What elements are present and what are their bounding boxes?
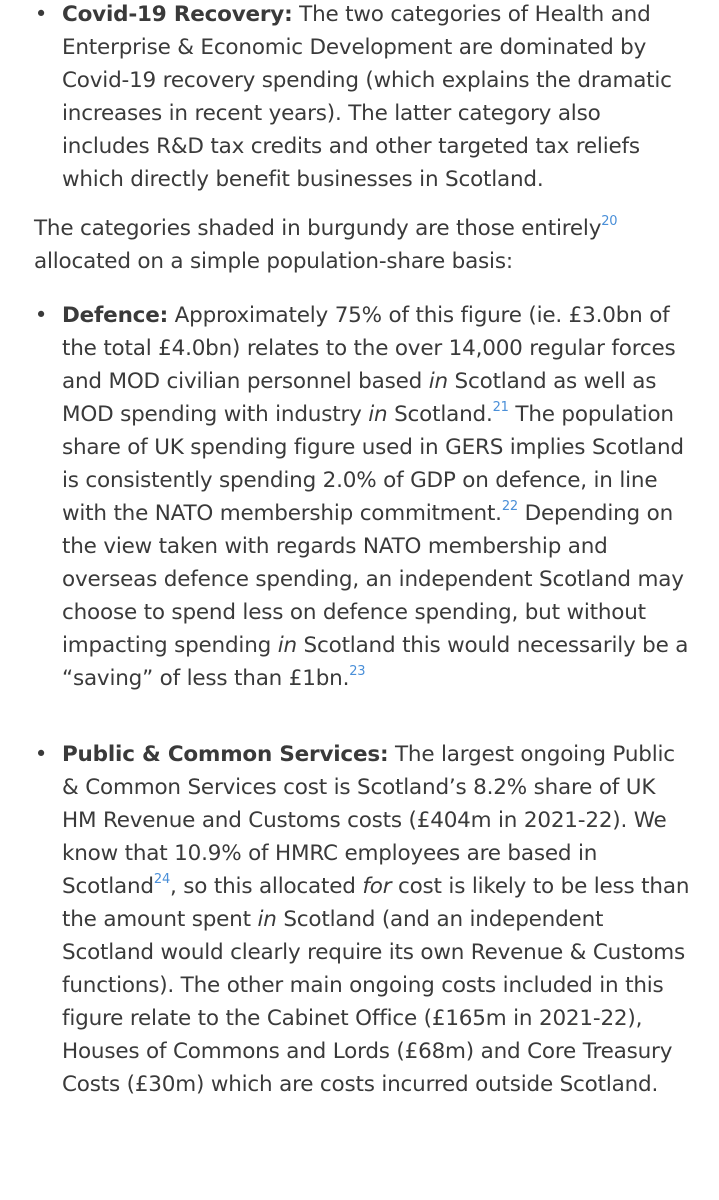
footnote-20-link[interactable]: 20 [601, 213, 618, 229]
public-text-2: , so this allocated [170, 874, 363, 899]
intro-text-b: allocated on a simple population-share basis: [34, 249, 513, 274]
defence-text-2: Scotland as well as MOD spending with industry [62, 369, 657, 427]
defence-heading: Defence: [62, 303, 168, 328]
defence-emphasis-2: in [368, 402, 388, 427]
public-emphasis-1: for [362, 874, 392, 899]
intro-text-a: The categories shaded in burgundy are those entirely [34, 216, 602, 241]
public-heading: Public & Common Services: [62, 742, 389, 767]
public-text-3: cost is likely to be less than the amount spent [62, 874, 690, 932]
covid-text: The two categories of Health and Enterprise & Economic Development are dominated by Covid-19 recovery spending (which explains the dramatic increases in recent years). The latter category also includes R&D tax credits and other targeted tax reliefs which directly benefit businesses in Scotland. [62, 2, 672, 192]
list-item-public-services [34, 738, 693, 1101]
defence-emphasis-3: in [277, 633, 297, 658]
defence-text-5: Depending on the view taken with regards NATO membership and overseas defence spending, an independent Scotland may choose to spend less on defence spending, but without impacting spending [62, 501, 684, 658]
public-text-1: The largest ongoing Public & Common Services cost is Scotland’s 8.2% share of UK HM Revenue and Customs costs (£404m in 2021-22). We know that 10.9% of HMRC employees are based in Scotland [62, 742, 675, 899]
intro-paragraph [34, 212, 693, 278]
footnote-21-link[interactable]: 21 [492, 399, 509, 415]
list-item-defence [34, 299, 693, 695]
bullet-icon: • [34, 303, 48, 328]
public-emphasis-2: in [257, 907, 277, 932]
defence-text-6: Scotland this would necessarily be a “saving” of less than £1bn. [62, 633, 689, 691]
list-item-covid [34, 0, 693, 196]
footnote-23-link[interactable]: 23 [349, 663, 366, 679]
defence-emphasis-1: in [428, 369, 448, 394]
covid-heading: Covid-19 Recovery: [62, 2, 293, 27]
bullet-icon: • [34, 2, 48, 27]
defence-text-1: Approximately 75% of this figure (ie. £3.0bn of the total £4.0bn) relates to the over 14,000 regular forces and MOD civilian personnel based [62, 303, 676, 394]
bullet-icon: • [34, 742, 48, 767]
defence-text-3: Scotland. [387, 402, 493, 427]
public-text-4: Scotland (and an independent Scotland would clearly require its own Revenue & Customs functions). The other main ongoing costs included in this figure relate to the Cabinet Office (£165m in 2021-22), Houses of Commons and Lords (£68m) and Core Treasury Costs (£30m) which are costs incurred outside Scotland. [62, 907, 686, 1097]
footnote-22-link[interactable]: 22 [501, 498, 518, 514]
footnote-24-link[interactable]: 24 [153, 871, 171, 887]
defence-text-4: The population share of UK spending figure used in GERS implies Scotland is consistently spending 2.0% of GDP on defence, in line with the NATO membership commitment. [62, 402, 684, 526]
